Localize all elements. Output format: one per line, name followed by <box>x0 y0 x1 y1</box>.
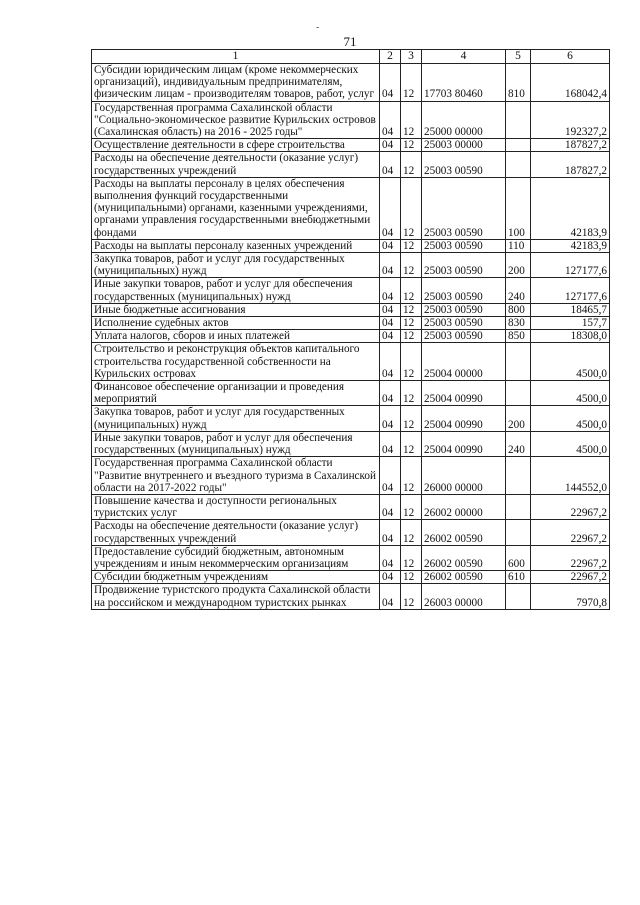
row-section: 04 <box>380 584 401 609</box>
header-col-2: 2 <box>380 50 401 64</box>
row-section: 04 <box>380 239 401 252</box>
row-subsection: 12 <box>401 545 422 570</box>
row-name: Государственная программа Сахалинской области "Развитие внутреннего и въездного туризма в Сахалинской области на 2017-2022 годы" <box>92 457 380 495</box>
row-subsection: 12 <box>401 152 422 177</box>
row-section: 04 <box>380 520 401 545</box>
row-expense-type <box>506 457 531 495</box>
row-amount: 42183,9 <box>531 239 610 252</box>
row-subsection: 12 <box>401 139 422 152</box>
row-expense-type: 100 <box>506 177 531 239</box>
row-expense-type: 200 <box>506 253 531 278</box>
row-section: 04 <box>380 494 401 519</box>
row-expense-type: 850 <box>506 330 531 343</box>
table-row <box>92 431 610 456</box>
row-section: 04 <box>380 101 401 139</box>
row-subsection: 12 <box>401 494 422 519</box>
table-row <box>92 101 610 139</box>
header-col-6: 6 <box>531 50 610 64</box>
row-name: Иные закупки товаров, работ и услуг для обеспечения государственных (муниципальных) нужд <box>92 278 380 303</box>
row-target-article: 25003 00590 <box>422 278 506 303</box>
row-amount: 127177,6 <box>531 278 610 303</box>
header-col-4: 4 <box>422 50 506 64</box>
row-expense-type <box>506 584 531 609</box>
row-target-article: 25004 00990 <box>422 381 506 406</box>
row-amount: 4500,0 <box>531 431 610 456</box>
row-expense-type: 240 <box>506 431 531 456</box>
row-target-article: 25003 00590 <box>422 239 506 252</box>
table-row <box>92 64 610 102</box>
table-row <box>92 494 610 519</box>
row-target-article: 26003 00000 <box>422 584 506 609</box>
row-section: 04 <box>380 381 401 406</box>
row-expense-type: 200 <box>506 406 531 431</box>
row-expense-type: 800 <box>506 303 531 316</box>
row-target-article: 25003 00590 <box>422 152 506 177</box>
row-amount: 187827,2 <box>531 139 610 152</box>
row-expense-type <box>506 343 531 381</box>
row-section: 04 <box>380 406 401 431</box>
row-target-article: 25003 00590 <box>422 303 506 316</box>
row-target-article: 25000 00000 <box>422 101 506 139</box>
row-name: Закупка товаров, работ и услуг для государственных (муниципальных) нужд <box>92 253 380 278</box>
table-row <box>92 317 610 330</box>
row-target-article: 25003 00590 <box>422 253 506 278</box>
row-target-article: 26000 00000 <box>422 457 506 495</box>
row-expense-type <box>506 520 531 545</box>
table-row <box>92 571 610 584</box>
row-target-article: 25003 00590 <box>422 177 506 239</box>
row-amount: 168042,4 <box>531 64 610 102</box>
row-subsection: 12 <box>401 520 422 545</box>
row-amount: 187827,2 <box>531 152 610 177</box>
scan-mark: - <box>316 22 320 33</box>
row-expense-type: 600 <box>506 545 531 570</box>
row-amount: 4500,0 <box>531 343 610 381</box>
page-number: 71 <box>343 34 357 49</box>
row-subsection: 12 <box>401 431 422 456</box>
row-section: 04 <box>380 431 401 456</box>
row-amount: 22967,2 <box>531 545 610 570</box>
row-name: Финансовое обеспечение организации и проведения мероприятий <box>92 381 380 406</box>
row-section: 04 <box>380 343 401 381</box>
row-section: 04 <box>380 152 401 177</box>
row-name: Осуществление деятельности в сфере строительства <box>92 139 380 152</box>
row-section: 04 <box>380 253 401 278</box>
row-amount: 192327,2 <box>531 101 610 139</box>
row-amount: 18465,7 <box>531 303 610 316</box>
row-target-article: 25004 00990 <box>422 406 506 431</box>
row-name: Расходы на обеспечение деятельности (оказание услуг) государственных учреждений <box>92 152 380 177</box>
row-subsection: 12 <box>401 571 422 584</box>
row-name: Уплата налогов, сборов и иных платежей <box>92 330 380 343</box>
row-subsection: 12 <box>401 343 422 381</box>
table-row <box>92 139 610 152</box>
table-row <box>92 457 610 495</box>
row-subsection: 12 <box>401 64 422 102</box>
row-target-article: 26002 00590 <box>422 571 506 584</box>
row-name: Закупка товаров, работ и услуг для государственных (муниципальных) нужд <box>92 406 380 431</box>
table-row <box>92 545 610 570</box>
row-target-article: 25004 00990 <box>422 431 506 456</box>
row-subsection: 12 <box>401 177 422 239</box>
row-name: Расходы на выплаты персоналу казенных учреждений <box>92 239 380 252</box>
row-subsection: 12 <box>401 101 422 139</box>
row-name: Предоставление субсидий бюджетным, автономным учреждениям и иным некоммерческим организациям <box>92 545 380 570</box>
row-amount: 4500,0 <box>531 406 610 431</box>
header-col-3: 3 <box>401 50 422 64</box>
row-section: 04 <box>380 330 401 343</box>
table-row <box>92 278 610 303</box>
row-expense-type <box>506 152 531 177</box>
table-row <box>92 152 610 177</box>
row-subsection: 12 <box>401 317 422 330</box>
row-target-article: 17703 80460 <box>422 64 506 102</box>
row-amount: 22967,2 <box>531 520 610 545</box>
row-name: Субсидии бюджетным учреждениям <box>92 571 380 584</box>
table-row <box>92 343 610 381</box>
row-amount: 4500,0 <box>531 381 610 406</box>
header-row <box>92 50 610 64</box>
row-name: Исполнение судебных актов <box>92 317 380 330</box>
row-expense-type <box>506 381 531 406</box>
row-subsection: 12 <box>401 303 422 316</box>
row-target-article: 26002 00000 <box>422 494 506 519</box>
row-amount: 7970,8 <box>531 584 610 609</box>
row-target-article: 26002 00590 <box>422 520 506 545</box>
row-section: 04 <box>380 571 401 584</box>
row-target-article: 26002 00590 <box>422 545 506 570</box>
row-section: 04 <box>380 457 401 495</box>
row-subsection: 12 <box>401 406 422 431</box>
row-section: 04 <box>380 177 401 239</box>
table-row <box>92 303 610 316</box>
table-row <box>92 381 610 406</box>
header-col-1: 1 <box>92 50 380 64</box>
table-row <box>92 520 610 545</box>
row-subsection: 12 <box>401 584 422 609</box>
table-row <box>92 330 610 343</box>
row-subsection: 12 <box>401 253 422 278</box>
row-name: Повышение качества и доступности региональных туристских услуг <box>92 494 380 519</box>
row-expense-type: 610 <box>506 571 531 584</box>
table-row <box>92 406 610 431</box>
row-subsection: 12 <box>401 278 422 303</box>
row-name: Расходы на обеспечение деятельности (оказание услуг) государственных учреждений <box>92 520 380 545</box>
row-expense-type: 810 <box>506 64 531 102</box>
row-subsection: 12 <box>401 330 422 343</box>
table-row <box>92 239 610 252</box>
row-expense-type: 110 <box>506 239 531 252</box>
row-amount: 127177,6 <box>531 253 610 278</box>
row-amount: 18308,0 <box>531 330 610 343</box>
row-expense-type <box>506 139 531 152</box>
row-name: Иные бюджетные ассигнования <box>92 303 380 316</box>
header-col-5: 5 <box>506 50 531 64</box>
row-section: 04 <box>380 545 401 570</box>
row-name: Иные закупки товаров, работ и услуг для обеспечения государственных (муниципальных) нужд <box>92 431 380 456</box>
row-target-article: 25003 00590 <box>422 330 506 343</box>
row-expense-type: 240 <box>506 278 531 303</box>
row-expense-type: 830 <box>506 317 531 330</box>
table-row <box>92 253 610 278</box>
row-target-article: 25003 00000 <box>422 139 506 152</box>
row-name: Субсидии юридическим лицам (кроме некоммерческих организаций), индивидуальным предпринимателям, физическим лицам - производителям товаров, работ, услуг <box>92 64 380 102</box>
row-name: Государственная программа Сахалинской области "Социально-экономическое развитие Курильских островов (Сахалинская область) на 2016 - 2025 годы" <box>92 101 380 139</box>
row-name: Продвижение туристского продукта Сахалинской области на российском и международном туристских рынках <box>92 584 380 609</box>
row-section: 04 <box>380 278 401 303</box>
row-target-article: 25004 00000 <box>422 343 506 381</box>
row-amount: 22967,2 <box>531 494 610 519</box>
row-expense-type <box>506 494 531 519</box>
row-section: 04 <box>380 64 401 102</box>
row-amount: 22967,2 <box>531 571 610 584</box>
row-amount: 157,7 <box>531 317 610 330</box>
table-row <box>92 584 610 609</box>
row-amount: 42183,9 <box>531 177 610 239</box>
row-subsection: 12 <box>401 381 422 406</box>
row-section: 04 <box>380 317 401 330</box>
row-name: Строительство и реконструкция объектов капитального строительства государственной собственности на Курильских островах <box>92 343 380 381</box>
row-section: 04 <box>380 139 401 152</box>
budget-table <box>91 49 610 610</box>
row-amount: 144552,0 <box>531 457 610 495</box>
row-section: 04 <box>380 303 401 316</box>
row-expense-type <box>506 101 531 139</box>
row-target-article: 25003 00590 <box>422 317 506 330</box>
row-subsection: 12 <box>401 239 422 252</box>
row-subsection: 12 <box>401 457 422 495</box>
row-name: Расходы на выплаты персоналу в целях обеспечения выполнения функций государственными (муниципальными) органами, казенными учреждениями, органами управления государственными внебюджетными фондами <box>92 177 380 239</box>
table-row <box>92 177 610 239</box>
